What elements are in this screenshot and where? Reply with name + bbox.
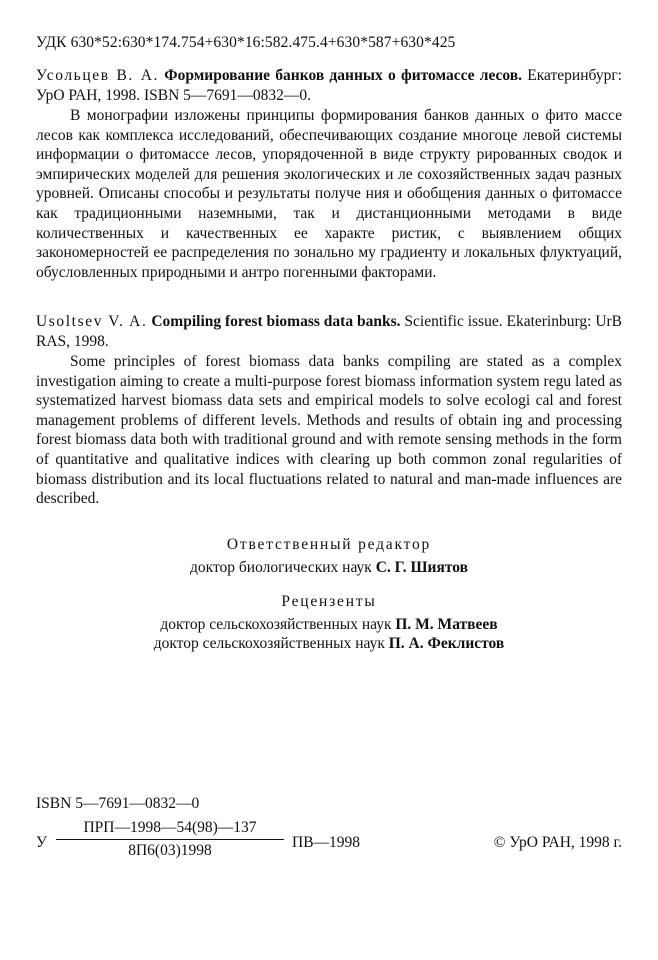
editor-degree: доктор биологических наук [189, 559, 372, 576]
russian-imprint: Екатеринбург: УрО РАН, 1998. ISBN 5—7691—0832—0. [36, 67, 622, 104]
udk-classification: УДК 630*52:630*174.754+630*16:582.475.4+630*587+630*425 [36, 34, 456, 51]
russian-abstract-line: В монографии изложены принципы формирования банков данных о фито [70, 107, 579, 124]
russian-abstract-line: погенными факторами. [283, 263, 437, 281]
reviewer-degree: доктор сельскохозяйственных наук [160, 616, 392, 633]
pv-code: ПВ—1998 [292, 834, 361, 851]
fraction-denominator: 8П6(03)1998 [128, 842, 212, 859]
publication-index [36, 818, 622, 862]
index-letter: У [36, 834, 47, 851]
russian-title: Формирование банков данных о фитомассе лесов. [164, 67, 523, 84]
russian-abstract-line: левой системы информации о фитомассе лесов, упорядоченной в виде структу [36, 126, 622, 164]
english-abstract-line: lated as systematized harvest biomass data sets and empirical models to solve ecologi [36, 372, 622, 410]
english-imprint: Scientific issue. Ekaterinburg: UrB RAS, 1998. [36, 313, 623, 350]
isbn: ISBN 5—7691—0832—0 [36, 795, 200, 812]
fraction-numerator: ПРП—1998—54(98)—137 [56, 818, 284, 840]
english-abstract-line: sensing methods in the form of quantitative and qualitative indices with clearing up both [36, 431, 622, 468]
reviewer-degree: доктор сельскохозяйственных наук [153, 635, 385, 652]
russian-abstract-line: массе лесов как комплекса исследований, обеспечивающих создание многоце [36, 107, 623, 144]
reviewer-name: П. М. Матвеев [395, 616, 498, 633]
english-abstract-line: natural and man-made influences are described. [36, 470, 623, 508]
editor-name: С. Г. Шиятов [375, 559, 468, 576]
reviewer-name: П. А. Феклистов [388, 635, 505, 652]
english-abstract-line: investigation aiming to create a multi-purpose forest biomass information system regu [36, 372, 572, 390]
english-abstract-line: ing and processing forest biomass data both with traditional ground and with remote [36, 411, 623, 449]
russian-author: Усольцев В. А. [36, 67, 160, 84]
english-author: Usoltsev V. A. [36, 313, 148, 330]
copyright-notice: © УрО РАН, 1998 г. [493, 834, 622, 851]
publication-fraction [56, 818, 284, 861]
reviewer-line [36, 615, 622, 635]
english-abstract-line: cal and forest management problems of different levels. Methods and results of obtain [36, 392, 622, 429]
russian-abstract-line: сохозяйственных задач разных уровней. Описаны способы и результаты получе [36, 165, 623, 203]
english-abstract-line: common zonal regularities of biomass distribution and its local fluctuations related to [36, 450, 622, 488]
reviewer-line [36, 634, 622, 654]
english-abstract-line: Some principles of forest biomass data banks compiling are stated as a complex [70, 353, 622, 370]
russian-abstract-line: ния и обобщения данных о фитомассе как традиционными наземными, так и [36, 185, 622, 222]
english-title: Compiling forest biomass data banks. [151, 313, 401, 330]
russian-abstract-line: рированных сводок и эмпирических моделей для решения экологических и ле [36, 146, 623, 183]
editor-line [36, 558, 622, 578]
russian-abstract-line: ристик, с выявлением общих закономерностей ее распределения по зонально [36, 224, 622, 262]
russian-abstract-line: му градиенту и локальных флуктуаций, обусловленных природными и антро [36, 244, 622, 281]
editor-heading: Ответственный редактор [226, 536, 432, 553]
russian-bibliographic-entry [36, 66, 622, 105]
reviewers-heading: Рецензенты [281, 593, 377, 610]
english-bibliographic-entry [36, 312, 622, 351]
russian-abstract-line: дистанционными методами в виде количественных и качественных ее характе [36, 204, 622, 242]
english-abstract [36, 352, 622, 509]
russian-abstract [36, 106, 622, 282]
